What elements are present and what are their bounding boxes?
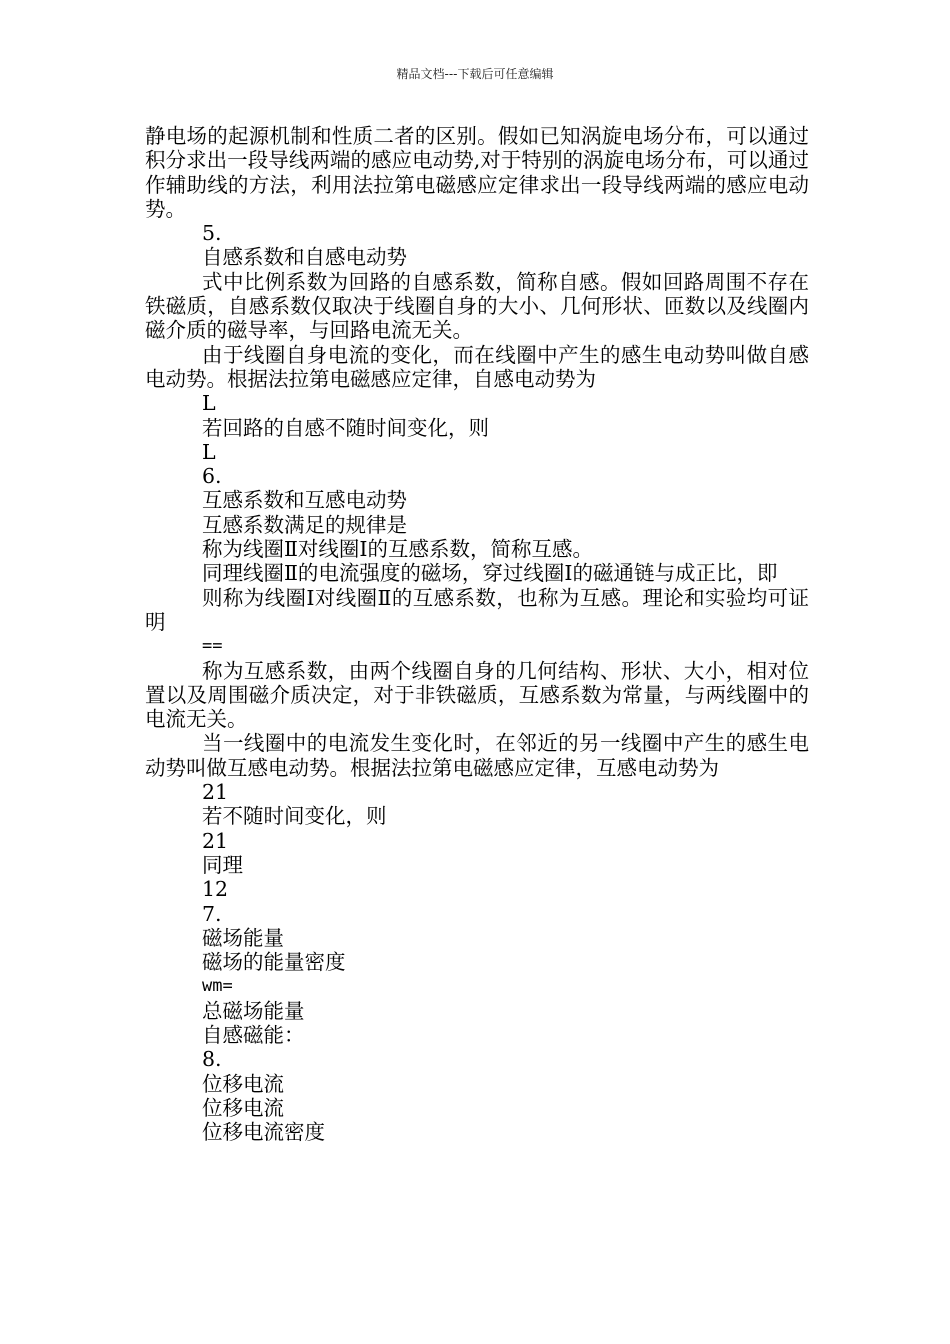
paragraph: 称为互感系数，由两个线圈自身的几何结构、形状、大小，相对位置以及周围磁介质决定，对于非铁磁质，互感系数为常量，与两线圈中的电流无关。 [145, 658, 809, 732]
paragraph: L [202, 439, 216, 464]
paragraph: == [202, 636, 223, 657]
paragraph: wm= [202, 976, 233, 997]
paragraph: 互感系数和互感电动势 [202, 488, 407, 513]
paragraph: 静电场的起源机制和性质二者的区别。假如已知涡旋电场分布，可以通过积分求出一段导线两端的感应电动势,对于特别的涡旋电场分布，可以通过作辅助线的方法，利用法拉第电磁感应定律求出一段导线两端的感应电动势。 [145, 124, 809, 221]
paragraph: 5. [202, 221, 222, 246]
paragraph: 21 [202, 780, 229, 805]
paragraph: 磁场的能量密度 [202, 950, 346, 975]
paragraph: 8. [202, 1047, 222, 1072]
paragraph: 互感系数满足的规律是 [202, 512, 407, 537]
document-body [145, 124, 809, 1144]
paragraph: 当一线圈中的电流发生变化时，在邻近的另一线圈中产生的感生电动势叫做互感电动势。根据法拉第电磁感应定律，互感电动势为 [145, 731, 809, 780]
paragraph: 同理线圈Ⅱ的电流强度的磁场，穿过线圈Ⅰ的磁通链与成正比，即 [202, 561, 778, 586]
paragraph: 总磁场能量 [202, 998, 305, 1023]
paragraph: 由于线圈自身电流的变化，而在线圈中产生的感生电动势叫做自感电动势。根据法拉第电磁感应定律，自感电动势为 [145, 342, 809, 391]
paragraph: 若回路的自感不随时间变化，则 [202, 415, 489, 440]
paragraph: 自感系数和自感电动势 [202, 245, 407, 270]
paragraph: 同理 [202, 852, 243, 877]
paragraph: 若不随时间变化，则 [202, 804, 387, 829]
paragraph: 位移电流密度 [202, 1120, 325, 1145]
paragraph: 称为线圈Ⅱ对线圈Ⅰ的互感系数，简称互感。 [202, 537, 594, 562]
paragraph: 自感磁能： [202, 1022, 305, 1047]
page-header: 精品文档---下载后可任意编辑 [396, 67, 554, 81]
paragraph: 位移电流 [202, 1095, 284, 1120]
paragraph: 7. [202, 901, 222, 926]
paragraph: 21 [202, 828, 229, 853]
paragraph: 12 [202, 877, 229, 902]
paragraph: 6. [202, 464, 222, 489]
paragraph: 则称为线圈Ⅰ对线圈Ⅱ的互感系数，也称为互感。理论和实验均可证明 [145, 585, 809, 634]
paragraph: 位移电流 [202, 1071, 284, 1096]
paragraph: 式中比例系数为回路的自感系数，简称自感。假如回路周围不存在铁磁质，自感系数仅取决于线圈自身的大小、几何形状、匝数以及线圈内磁介质的磁导率，与回路电流无关。 [145, 269, 809, 343]
paragraph: L [202, 391, 216, 416]
paragraph: 磁场能量 [202, 925, 284, 950]
